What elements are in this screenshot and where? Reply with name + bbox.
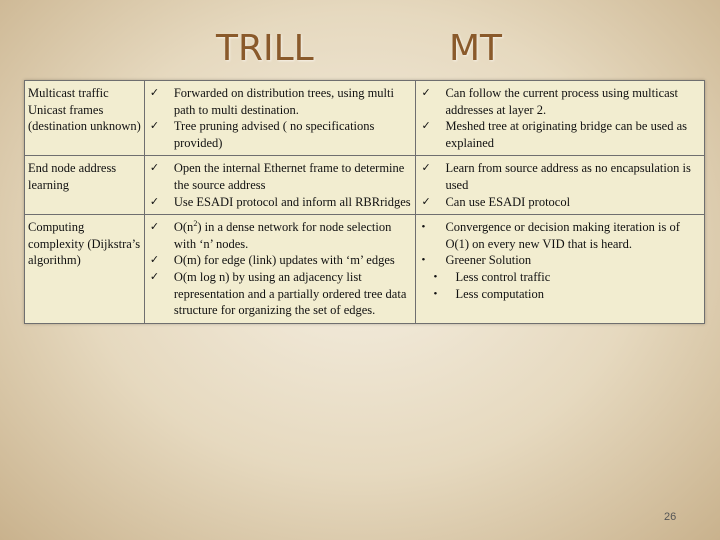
dot-bullet-icon: • <box>433 287 438 300</box>
superscript: 2 <box>193 219 198 228</box>
list-item: • Less computation <box>433 286 544 301</box>
trill-cell <box>144 81 416 156</box>
page-number: 26 <box>664 511 677 523</box>
list-item: ✓ $O(n^2)$ in a dense network for node selection with ‘n’ nodes. <box>149 219 392 251</box>
check-bullet-icon: ✓ <box>421 120 431 133</box>
trill-cell <box>144 156 416 215</box>
check-bullet-icon: ✓ <box>149 120 160 133</box>
check-bullet-icon: ✓ <box>149 162 160 175</box>
header-trill: TRILL <box>216 28 314 69</box>
check-bullet-icon: ✓ <box>421 195 431 208</box>
dot-bullet-icon: • <box>433 270 438 283</box>
row-label: End node address learning <box>25 156 145 215</box>
row-label: Computing complexity (Dijkstra’s algorithm) <box>25 215 145 324</box>
check-bullet-icon: ✓ <box>149 254 160 267</box>
table-row <box>25 156 705 215</box>
header-mt: MT <box>449 28 503 69</box>
list-item: ✓ O(m log n) by using an adjacency list representation and a partially ordered tree data structure for organizing the set of edges. <box>149 269 407 318</box>
list-item: ✓ Forwarded on distribution trees, using multi path to multi destination. <box>149 86 394 117</box>
list-item: ✓ Meshed tree at originating bridge can be used as explained <box>421 119 688 150</box>
table-row <box>25 81 705 156</box>
comparison-table <box>24 80 705 324</box>
check-bullet-icon: ✓ <box>421 87 431 99</box>
check-bullet-icon: ✓ <box>421 162 431 175</box>
mt-cell <box>416 81 705 156</box>
list-item: ✓ Learn from source address as no encapsulation is used <box>421 161 691 192</box>
trill-cell <box>144 215 416 324</box>
list-item: • Convergence or decision making iteration is of O(1) on every new VID that is heard. <box>421 220 680 251</box>
check-bullet-icon: ✓ <box>149 87 160 99</box>
list-item: ✓ Tree pruning advised ( no specifications provided) <box>149 119 375 150</box>
list-item: ✓ Can use ESADI protocol <box>421 194 571 209</box>
dot-bullet-icon: • <box>421 254 426 267</box>
list-item: ✓ Use ESADI protocol and inform all RBRridges <box>149 194 411 209</box>
table-row <box>25 215 705 324</box>
check-bullet-icon: ✓ <box>149 195 160 208</box>
list-item: • Less control traffic <box>433 269 551 284</box>
list-item: ✓ Can follow the current process using multicast addresses at layer 2. <box>421 86 679 117</box>
list-item: ✓ Open the internal Ethernet frame to determine the source address <box>149 161 405 192</box>
mt-cell <box>416 156 705 215</box>
list-item: ✓ O(m) for edge (link) updates with ‘m’ edges <box>149 253 395 268</box>
dot-bullet-icon: • <box>421 221 426 234</box>
check-bullet-icon: ✓ <box>149 270 160 283</box>
mt-cell <box>416 215 705 324</box>
check-bullet-icon: ✓ <box>149 221 160 234</box>
row-label: Multicast traffic Unicast frames (destination unknown) <box>25 81 145 156</box>
list-item: • Greener Solution <box>421 253 532 268</box>
